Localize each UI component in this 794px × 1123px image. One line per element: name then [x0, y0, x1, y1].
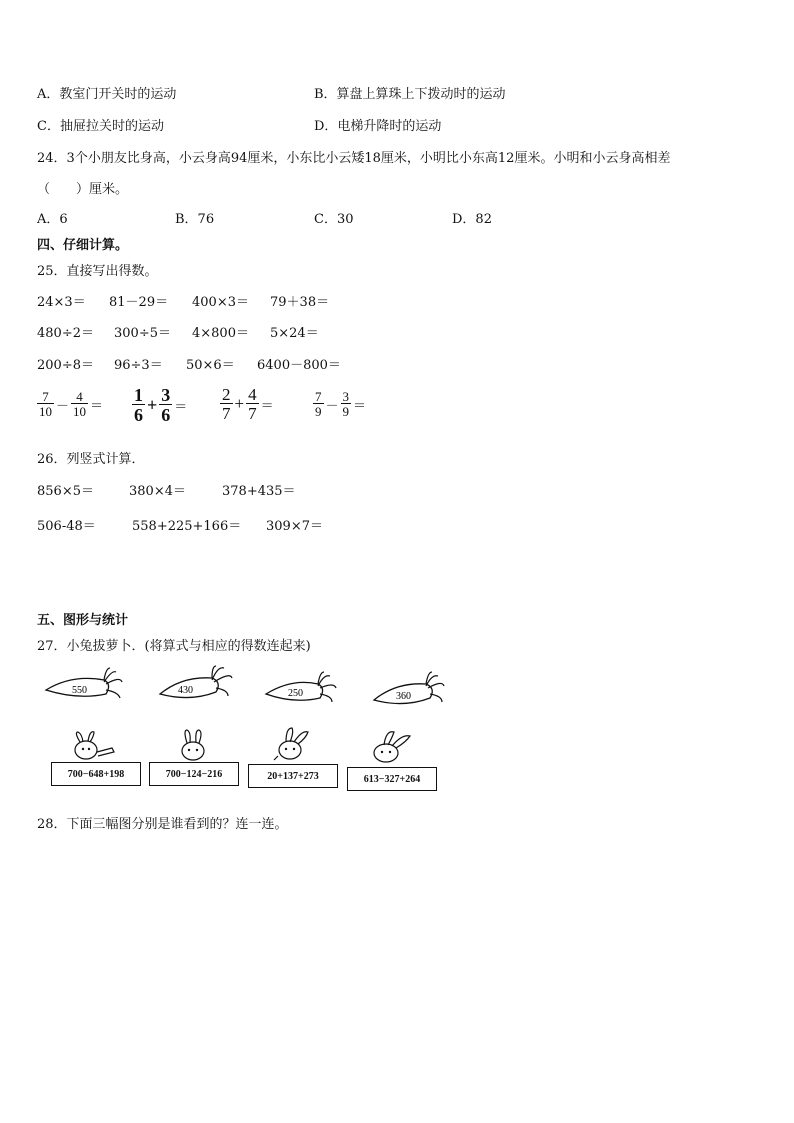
q25-expr: 81－29＝ — [109, 295, 169, 310]
q25-expr: 24×3＝ — [37, 295, 86, 310]
q25-expr: 5×24＝ — [270, 326, 319, 341]
operator: + — [147, 394, 158, 415]
q26-expr: 309×7＝ — [266, 519, 323, 534]
q26-expr: 558+225+166＝ — [132, 519, 242, 534]
expression-box: 20+137+273 — [248, 764, 338, 788]
section-5-title: 五、图形与统计 — [37, 613, 129, 628]
rabbit-icon — [175, 728, 211, 766]
q26-expr: 380×4＝ — [129, 484, 186, 499]
carrot-icon — [370, 670, 452, 710]
carrot-icon — [156, 664, 238, 706]
q26-expr: 506-48＝ — [37, 519, 96, 534]
numerator: 4 — [248, 385, 257, 404]
q25-expr: 400×3＝ — [192, 295, 249, 310]
denominator: 7 — [222, 404, 231, 423]
q25-expr: 6400－800＝ — [257, 358, 341, 373]
numerator: 3 — [161, 385, 171, 405]
operator: + — [234, 394, 245, 413]
q26-stem: 26．列竖式计算． — [37, 452, 145, 467]
q25-expr: 50×6＝ — [186, 358, 235, 373]
q25-stem: 25．直接写出得数。 — [37, 264, 158, 279]
numerator: 2 — [222, 385, 231, 404]
numerator: 4 — [76, 389, 83, 404]
denominator: 10 — [73, 404, 87, 419]
denominator: 6 — [161, 405, 171, 425]
denominator: 9 — [342, 404, 350, 419]
numerator: 3 — [342, 389, 350, 404]
q23-option-d: D．电梯升降时的运动 — [314, 119, 442, 134]
carrot-550 — [42, 666, 124, 706]
q24-option-c: C．30 — [314, 212, 354, 227]
carrot-250 — [262, 668, 344, 708]
equals-sign: ＝ — [353, 397, 367, 413]
q26-expr: 378+435＝ — [222, 484, 296, 499]
q25-expr: 200÷8＝ — [37, 358, 94, 373]
q25-fraction-expr — [132, 386, 189, 424]
expression-box: 613−327+264 — [347, 767, 437, 791]
q23-option-a: A．教室门开关时的运动 — [37, 87, 177, 102]
q25-expr: 300÷5＝ — [114, 326, 171, 341]
numerator: 7 — [42, 389, 49, 404]
q25-fraction-expr — [220, 386, 276, 422]
q27-stem: 27．小兔拔萝卜．(将算式与相应的得数连起来) — [37, 639, 311, 654]
q26-expr: 856×5＝ — [37, 484, 94, 499]
q25-expr: 79＋38＝ — [270, 295, 330, 310]
expression-box: 700−124−216 — [149, 762, 239, 786]
q25-expr: 480÷2＝ — [37, 326, 94, 341]
q28-stem: 28．下面三幅图分别是谁看到的？连一连。 — [37, 817, 288, 832]
q24-option-d: D．82 — [452, 212, 492, 227]
rabbit-icon — [272, 726, 318, 766]
numerator: 7 — [315, 389, 322, 404]
expression-box: 700−648+198 — [51, 762, 141, 786]
carrot-value: 430 — [178, 685, 193, 696]
carrot-360 — [370, 670, 452, 710]
q25-fraction-expr — [37, 390, 105, 418]
q24-stem-line2: （ ）厘米。 — [37, 182, 129, 197]
denominator: 6 — [134, 405, 143, 425]
equals-sign: ＝ — [174, 398, 188, 414]
equals-sign: ＝ — [260, 397, 274, 413]
equals-sign: ＝ — [90, 397, 104, 413]
carrot-icon — [262, 668, 344, 708]
operator: － — [56, 397, 70, 413]
q23-option-c: C．抽屉拉关时的运动 — [37, 119, 164, 134]
q24-stem-line1: 24．3个小朋友比身高，小云身高94厘米，小东比小云矮18厘米，小明比小东高12厘米。小明和小云身高相差 — [37, 151, 671, 166]
section-4-title: 四、仔细计算。 — [37, 238, 129, 253]
q25-expr: 96÷3＝ — [114, 358, 163, 373]
q25-expr: 4×800＝ — [192, 326, 249, 341]
carrot-icon — [42, 666, 124, 706]
numerator: 1 — [134, 385, 143, 405]
carrot-value: 250 — [288, 688, 303, 699]
q24-option-a: A．6 — [37, 212, 68, 227]
rabbit-icon — [368, 728, 414, 768]
denominator: 10 — [39, 404, 52, 419]
denominator: 7 — [248, 404, 257, 423]
q23-option-b: B．算盘上算珠上下拨动时的运动 — [314, 87, 506, 102]
q24-option-b: B．76 — [175, 212, 215, 227]
operator: － — [325, 397, 339, 413]
carrot-430 — [156, 664, 238, 706]
q25-fraction-expr — [313, 390, 368, 418]
rabbit-icon — [68, 730, 120, 766]
carrot-value: 360 — [396, 691, 411, 702]
denominator: 9 — [315, 404, 322, 419]
carrot-value: 550 — [72, 685, 87, 696]
